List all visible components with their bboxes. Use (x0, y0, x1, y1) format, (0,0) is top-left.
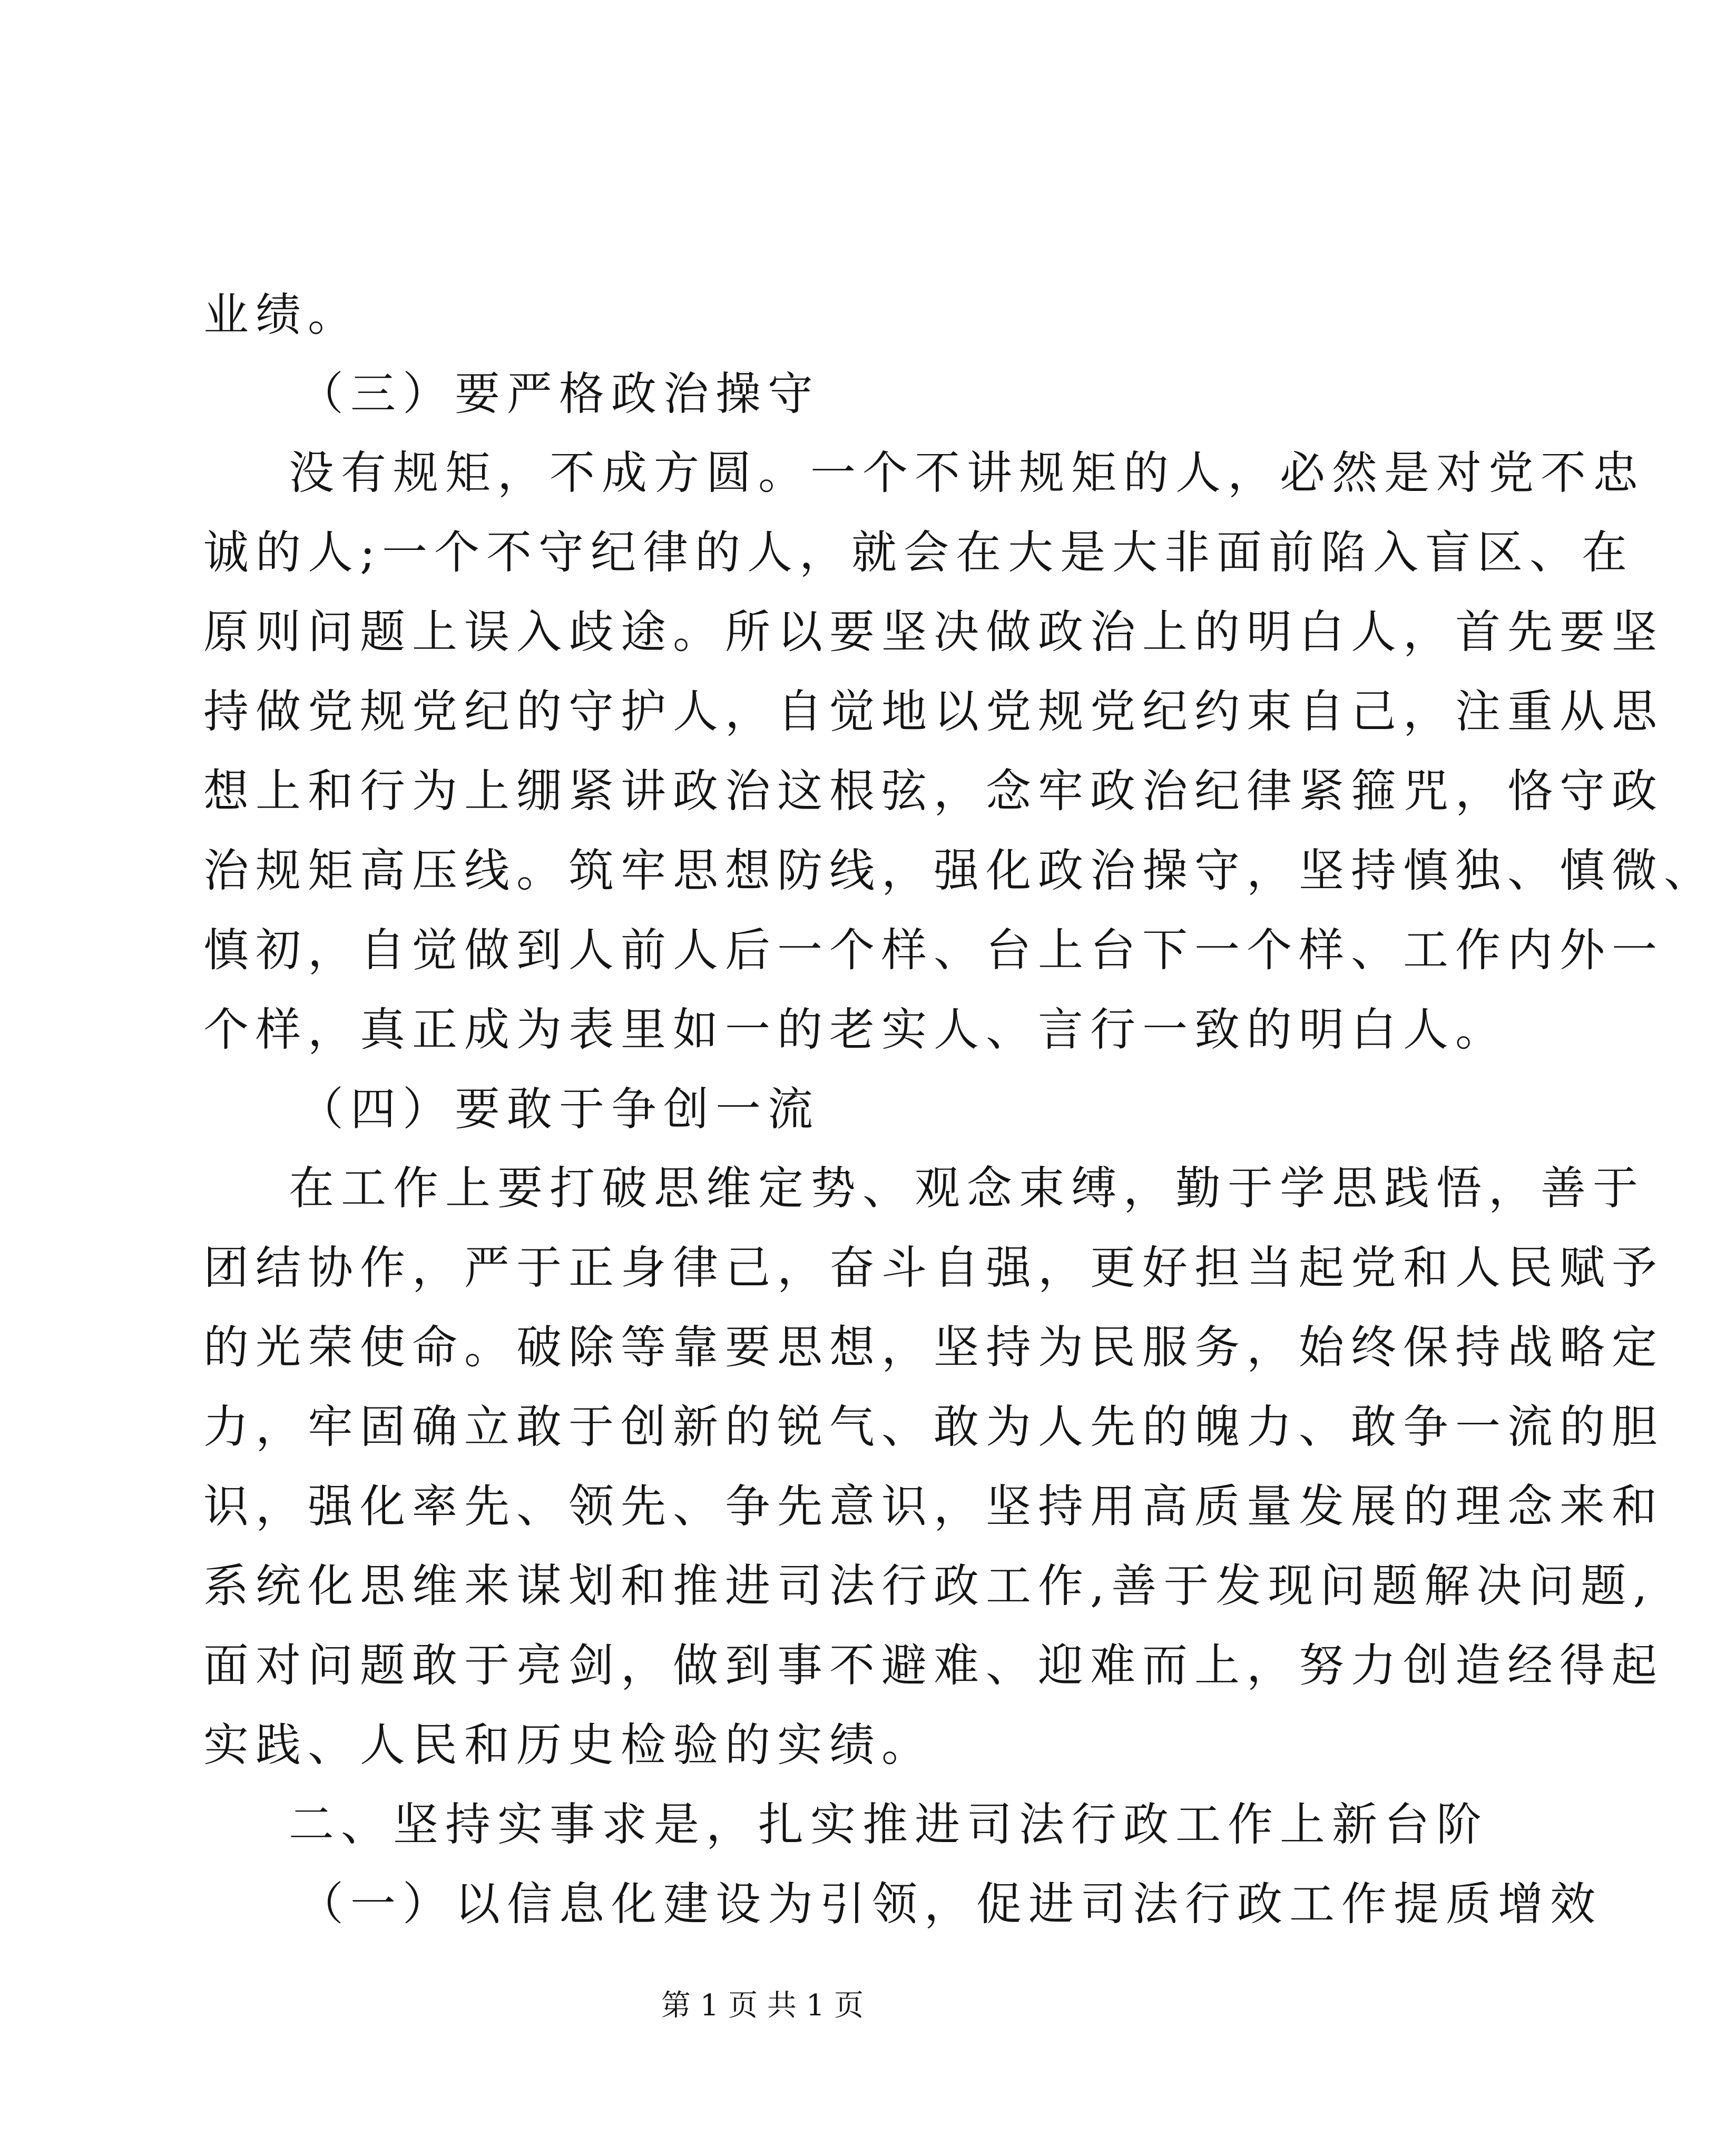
paragraph-line: 实践、人民和历史检验的实绩。 (203, 1719, 934, 1771)
section-heading: （一）以信息化建设为引领，促进司法行政工作提质增效 (298, 1878, 1602, 1931)
chapter-heading: 二、坚持实事求是，扎实推进司法行政工作上新台阶 (289, 1798, 1488, 1851)
paragraph-line: 业绩。 (203, 289, 360, 341)
paragraph-line: 持做党规党纪的守护人，自觉地以党规党纪约束自己，注重从思 (203, 685, 1664, 738)
paragraph-line: 没有规矩，不成方圆。一个不讲规矩的人，必然是对党不忠 (289, 447, 1645, 499)
paragraph-line: 慎初，自觉做到人前人后一个样、台上台下一个样、工作内外一 (203, 924, 1664, 977)
paragraph-line: 的光荣使命。破除等靠要思想，坚持为民服务，始终保持战略定 (203, 1321, 1664, 1374)
paragraph-line: 在工作上要打破思维定势、观念束缚，勤于学思践悟，善于 (289, 1162, 1645, 1215)
paragraph-line: 力，牢固确立敢于创新的锐气、敢为人先的魄力、敢争一流的胆 (203, 1401, 1664, 1453)
paragraph-line: 系统化思维来谋划和推进司法行政工作,善于发现问题解决问题, (203, 1560, 1654, 1612)
paragraph-line: 诚的人;一个不守纪律的人，就会在大是大非面前陷入盲区、在 (203, 526, 1634, 579)
page-number-footer: 第 1 页 共 1 页 (661, 1988, 864, 2023)
paragraph-line: 治规矩高压线。筑牢思想防线，强化政治操守，坚持慎独、慎微、 (203, 844, 1716, 897)
paragraph-line: 识，强化率先、领先、争先意识，坚持用高质量发展的理念来和 (203, 1480, 1664, 1533)
paragraph-line: 团结协作，严于正身律己，奋斗自强，更好担当起党和人民赋予 (203, 1242, 1664, 1294)
section-heading: （三）要严格政治操守 (298, 368, 820, 420)
section-heading: （四）要敢于争创一流 (298, 1083, 820, 1136)
paragraph-line: 个样，真正成为表里如一的老实人、言行一致的明白人。 (203, 1003, 1507, 1056)
paragraph-line: 想上和行为上绷紧讲政治这根弦，念牢政治纪律紧箍咒，恪守政 (203, 765, 1664, 818)
paragraph-line: 面对问题敢于亮剑，做到事不避难、迎难而上，努力创造经得起 (203, 1639, 1664, 1692)
paragraph-line: 原则问题上误入歧途。所以要坚决做政治上的明白人，首先要坚 (203, 606, 1664, 658)
